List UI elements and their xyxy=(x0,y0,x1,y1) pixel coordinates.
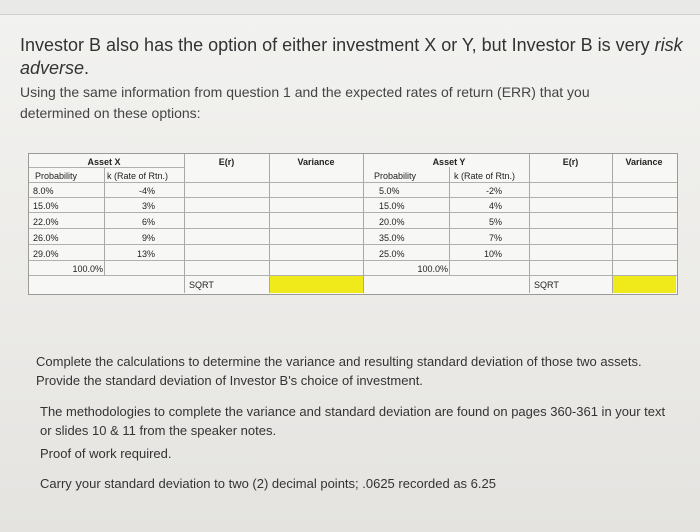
asset-y-prob-2: 15.0% xyxy=(379,201,405,211)
asset-y-rate-1: -2% xyxy=(485,186,502,196)
asset-x-prob-5: 29.0% xyxy=(33,249,59,259)
asset-x-rate-3: 6% xyxy=(141,217,155,227)
asset-x-total: 100.0% xyxy=(72,264,103,274)
asset-x-prob-3: 22.0% xyxy=(33,217,59,227)
intro-text: Using the same information from question 1 and the expected rates of return (ERR) that you determined on these options: xyxy=(20,84,590,121)
question-heading xyxy=(20,34,692,80)
asset-y-total: 100.0% xyxy=(417,264,448,274)
instruction-calculations: Complete the calculations to determine the variance and resulting standard deviation of those two assets. Provide the standard deviation of Investor B's choice of investment. xyxy=(36,354,642,388)
asset-y-title: Asset Y xyxy=(432,157,466,167)
asset-x-title: Asset X xyxy=(87,157,121,167)
asset-y-prob-1: 5.0% xyxy=(379,186,400,196)
asset-x-rate-1: -4% xyxy=(138,186,155,196)
asset-x-col-probability: Probability xyxy=(35,171,78,181)
spreadsheet-table xyxy=(28,153,678,295)
asset-y-prob-4: 35.0% xyxy=(379,233,405,243)
asset-y-prob-5: 25.0% xyxy=(379,249,405,259)
asset-x-rate-4: 9% xyxy=(141,233,155,243)
instruction-methodology: The methodologies to complete the variance and standard deviation are found on pages 360-361 in your text or slides 10 & 11 from the speaker notes. xyxy=(40,404,666,438)
asset-x-rate-5: 13% xyxy=(136,249,155,259)
heading-period: . xyxy=(84,58,90,78)
asset-x-sqrt-label: SQRT xyxy=(189,280,214,290)
x-result-highlight[interactable] xyxy=(269,276,363,293)
asset-y-rate-2: 4% xyxy=(488,201,502,211)
asset-y-prob-3: 20.0% xyxy=(379,217,405,227)
instruction-proof: Proof of work required. xyxy=(40,446,172,461)
asset-x-prob-2: 15.0% xyxy=(33,201,59,211)
top-strip xyxy=(0,0,700,15)
asset-y-rate-4: 7% xyxy=(488,233,502,243)
asset-y-col-probability: Probability xyxy=(374,171,417,181)
y-result-highlight[interactable] xyxy=(612,276,676,293)
asset-x-rate-2: 3% xyxy=(141,201,155,211)
asset-x-prob-4: 26.0% xyxy=(33,233,59,243)
heading-text: Investor B also has the option of either investment X or Y, but Investor B is very xyxy=(20,35,655,55)
asset-y-variance-header: Variance xyxy=(625,157,663,167)
asset-x-variance-header: Variance xyxy=(297,157,335,167)
asset-y-sqrt-label: SQRT xyxy=(534,280,559,290)
asset-y-col-rate: k (Rate of Rtn.) xyxy=(454,171,516,181)
asset-x-er-header: E(r) xyxy=(218,157,235,167)
asset-x-col-rate: k (Rate of Rtn.) xyxy=(107,171,169,181)
instruction-decimals: Carry your standard deviation to two (2) decimal points; .0625 recorded as 6.25 xyxy=(40,476,496,491)
asset-y-er-header: E(r) xyxy=(562,157,579,167)
heading-emphasis: risk adverse xyxy=(20,35,683,78)
asset-y-rate-5: 10% xyxy=(483,249,502,259)
asset-y-rate-3: 5% xyxy=(488,217,502,227)
asset-x-prob-1: 8.0% xyxy=(33,186,54,196)
